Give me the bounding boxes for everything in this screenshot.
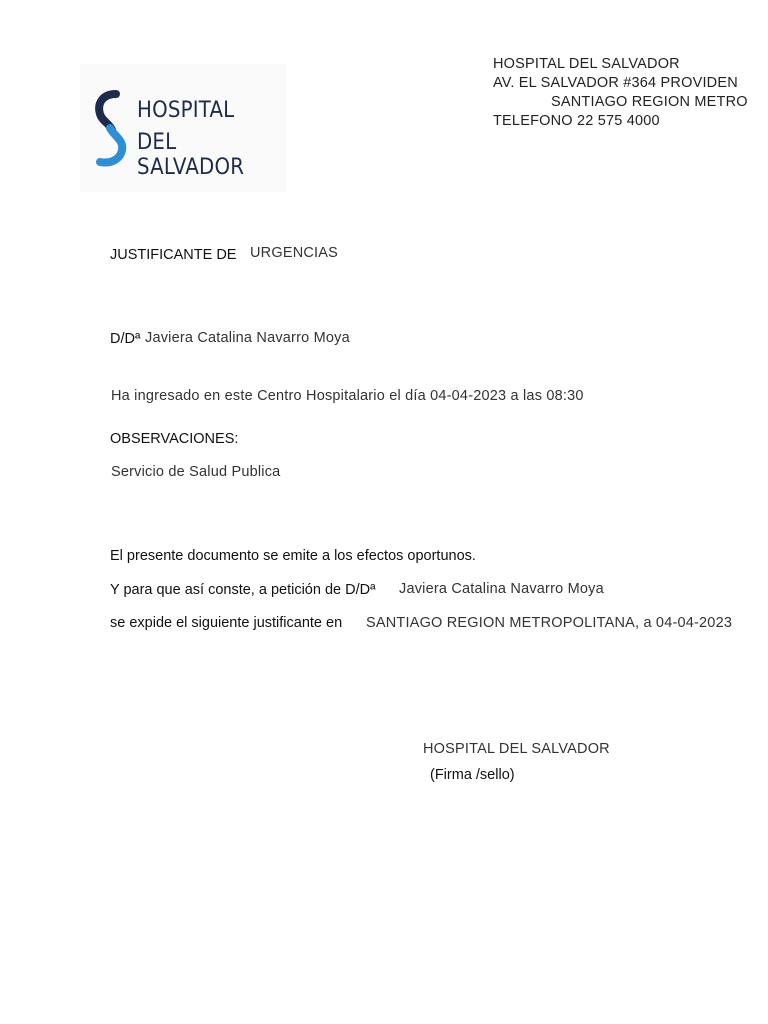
header-phone: TELEFONO 22 575 4000 bbox=[493, 113, 660, 129]
body-line-3-label: se expide el siguiente justificante en bbox=[110, 615, 343, 631]
s-swirl-logo-icon bbox=[94, 90, 128, 168]
logo-text-line2: DEL SALVADOR bbox=[137, 130, 245, 180]
body-line-3-place-date: SANTIAGO REGION METROPOLITANA, a 04-04-2023 bbox=[366, 615, 733, 631]
signature-note: (Firma /sello) bbox=[430, 767, 515, 783]
document-title-value: URGENCIAS bbox=[250, 245, 339, 261]
header-hospital-name: HOSPITAL DEL SALVADOR bbox=[493, 56, 680, 72]
body-line-2-name: Javiera Catalina Navarro Moya bbox=[399, 581, 604, 597]
patient-name: Javiera Catalina Navarro Moya bbox=[145, 330, 350, 346]
header-city: SANTIAGO REGION METRO bbox=[551, 94, 748, 110]
body-line-2-label: Y para que así conste, a petición de D/Dª bbox=[110, 582, 376, 598]
header-address: AV. EL SALVADOR #364 PROVIDEN bbox=[493, 75, 738, 91]
document-title-label: JUSTIFICANTE DE bbox=[110, 247, 237, 263]
admission-text: Ha ingresado en este Centro Hospitalario el día 04-04-2023 a las 08:30 bbox=[111, 388, 584, 404]
body-line-1: El presente documento se emite a los efectos oportunos. bbox=[110, 548, 476, 564]
observations-label: OBSERVACIONES: bbox=[110, 431, 239, 447]
observations-value: Servicio de Salud Publica bbox=[111, 464, 281, 480]
logo-text-line1: HOSPITAL bbox=[137, 98, 235, 123]
patient-label: D/Dª bbox=[110, 331, 141, 347]
hospital-logo bbox=[80, 64, 286, 192]
signature-hospital-name: HOSPITAL DEL SALVADOR bbox=[423, 741, 610, 757]
